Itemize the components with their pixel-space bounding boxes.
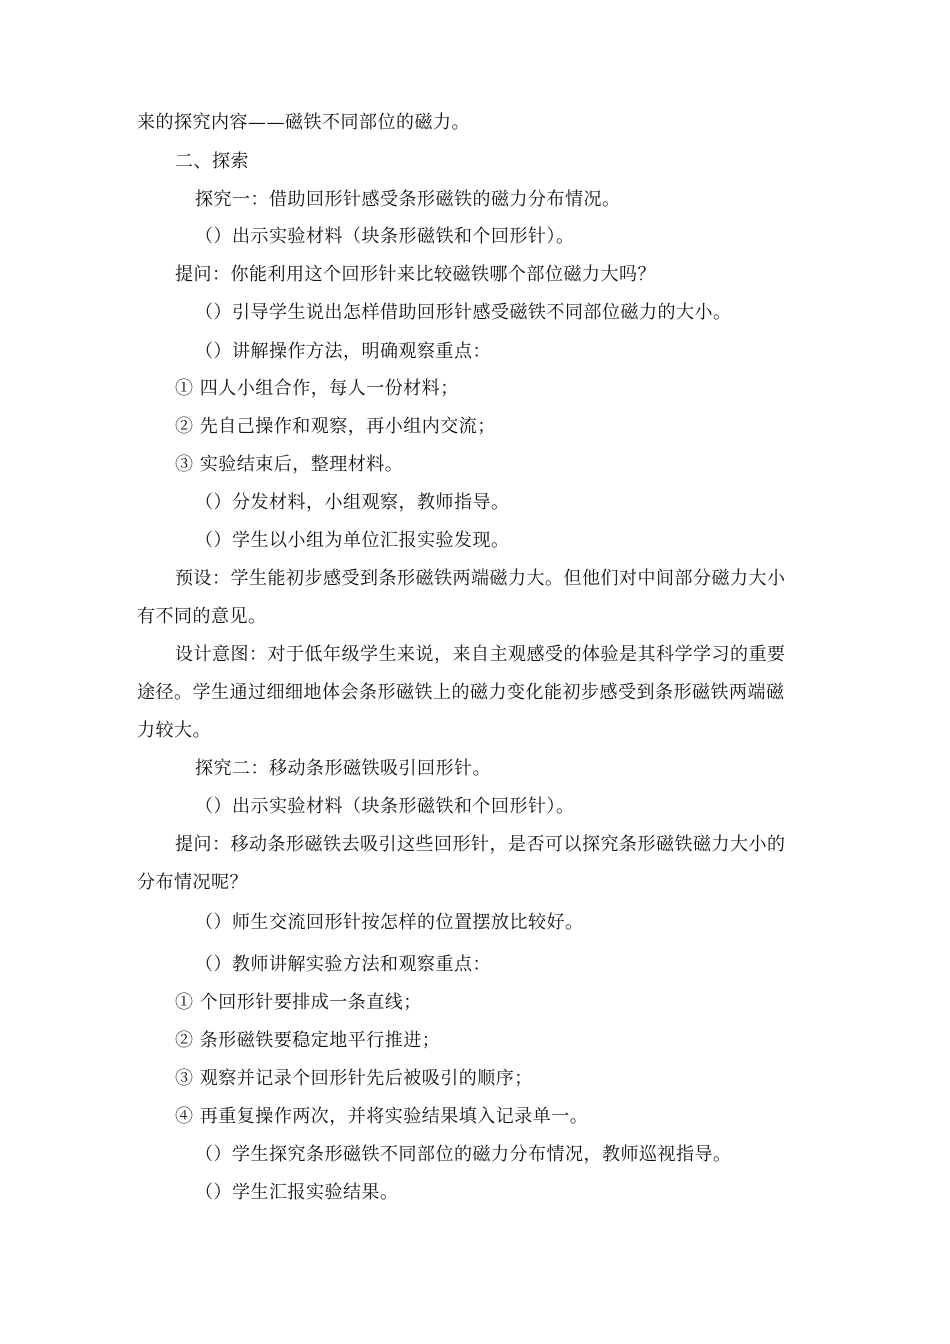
text-line: （）出示实验材料（块条形磁铁和个回形针）。 [195, 796, 575, 817]
text-line: 预设：学生能初步感受到条形磁铁两端磁力大。但他们对中间部分磁力大小 [175, 568, 786, 589]
list-item: ④ 再重复操作两次，并将实验结果填入记录单一。 [175, 1106, 589, 1127]
text-line: （）讲解操作方法，明确观察重点： [195, 341, 491, 362]
text-line: 途径。学生通过细细地体会条形磁铁上的磁力变化能初步感受到条形磁铁两端磁 [137, 682, 785, 703]
text-line: （）师生交流回形针按怎样的位置摆放比较好。 [195, 912, 584, 933]
text-line: 提问：移动条形磁铁去吸引这些回形针，是否可以探究条形磁铁磁力大小的 [175, 834, 786, 855]
text-line: （）学生汇报实验结果。 [195, 1182, 399, 1203]
text-line: （）出示实验材料（块条形磁铁和个回形针）。 [195, 226, 575, 247]
text-line: （）教师讲解实验方法和观察重点： [195, 954, 491, 975]
text-line: 设计意图：对于低年级学生来说，来自主观感受的体验是其科学学习的重要 [175, 644, 786, 665]
text-line: 有不同的意见。 [137, 606, 267, 627]
text-line: 探究二：移动条形磁铁吸引回形针。 [195, 758, 491, 779]
list-item: ③ 观察并记录个回形针先后被吸引的顺序； [175, 1068, 533, 1089]
list-item: ② 先自己操作和观察，再小组内交流； [175, 416, 496, 437]
list-item: ② 条形磁铁要稳定地平行推进； [175, 1030, 441, 1051]
section-heading: 二、探索 [175, 151, 249, 172]
text-line: 探究一：借助回形针感受条形磁铁的磁力分布情况。 [195, 189, 621, 210]
text-line: （）学生以小组为单位汇报实验发现。 [195, 530, 510, 551]
text-line: （）学生探究条形磁铁不同部位的磁力分布情况，教师巡视指导。 [195, 1144, 732, 1165]
list-item: ① 四人小组合作，每人一份材料； [175, 378, 459, 399]
text-line: 提问：你能利用这个回形针来比较磁铁哪个部位磁力大吗？ [175, 264, 656, 285]
text-line: （）引导学生说出怎样借助回形针感受磁铁不同部位磁力的大小。 [195, 302, 732, 323]
text-line: （）分发材料，小组观察，教师指导。 [195, 492, 510, 513]
text-line: 分布情况呢？ [137, 872, 248, 893]
text-line: 来的探究内容——磁铁不同部位的磁力。 [137, 112, 470, 133]
list-item: ① 个回形针要排成一条直线； [175, 992, 422, 1013]
list-item: ③ 实验结束后，整理材料。 [175, 454, 404, 475]
text-line: 力较大。 [137, 720, 211, 741]
